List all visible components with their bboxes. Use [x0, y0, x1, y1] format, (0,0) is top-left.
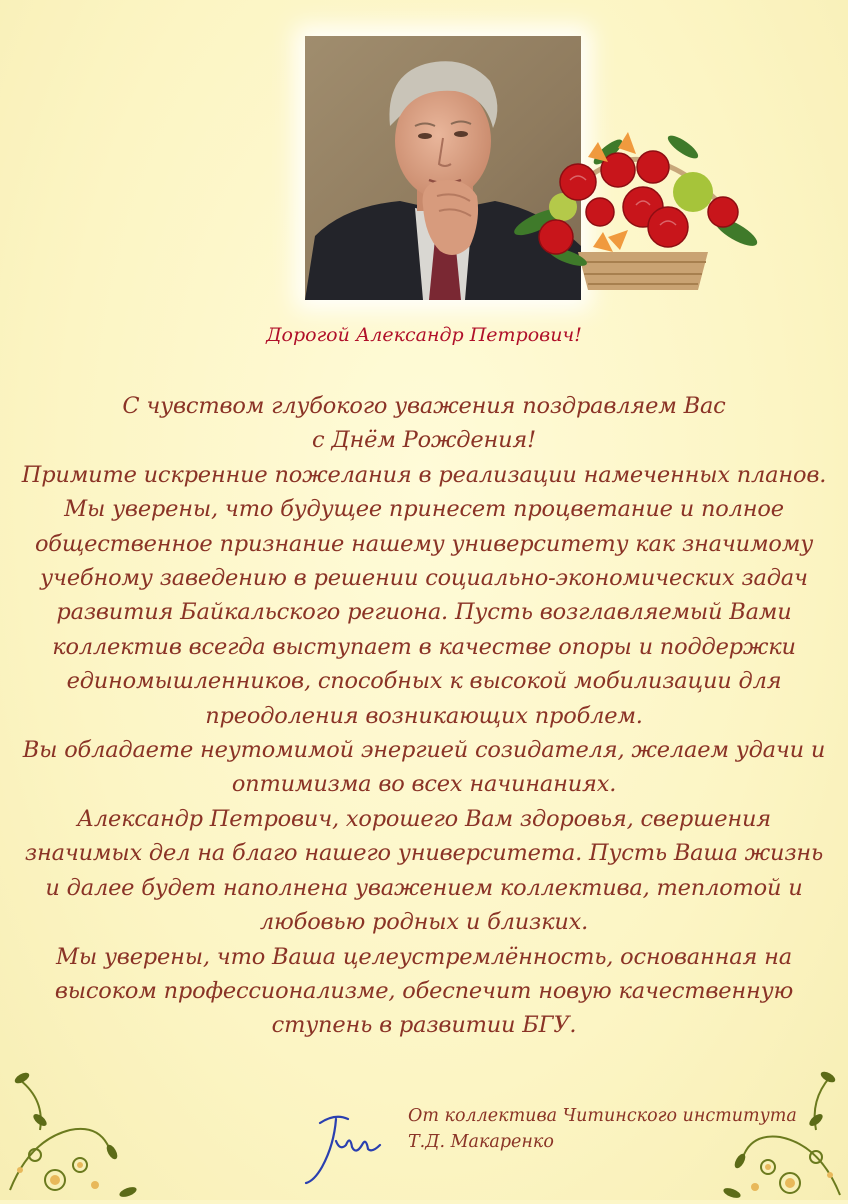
text-line: Примите искренние пожелания в реализации намеченных планов. [21, 461, 827, 488]
text-line: преодоления возникающих проблем. [205, 702, 643, 729]
text-line: коллектив всегда выступает в качестве опоры и поддержки [52, 633, 796, 660]
text-line: учебному заведению в решении социально-экономических задач [40, 565, 808, 592]
text-line: С чувством глубокого уважения поздравляем Вас [122, 393, 726, 419]
text-line: Мы уверены, что Ваша целеустремлённость, основанная на [56, 943, 792, 970]
text-line: ступень в развитии БГУ. [271, 1012, 577, 1039]
flower-basket-image [508, 112, 758, 294]
text-line: с Днём Рождения! [312, 427, 536, 454]
text-line: развития Байкальского региона. Пусть возглавляемый Вами [56, 599, 792, 626]
congratulation-text [18, 389, 830, 1043]
text-line: и далее будет наполнена уважением коллектива, теплотой и [45, 874, 803, 901]
text-line: значимых дел на благо нашего университета. Пусть Ваша жизнь [24, 840, 824, 867]
text-line: единомышленников, способных к высокой мобилизации для [66, 668, 782, 695]
signature-name: Т.Д. Макаренко [408, 1132, 554, 1152]
text-line: высоком профессионализме, обеспечит новую качественную [54, 977, 794, 1004]
text-line: оптимизма во всех начинаниях. [231, 771, 617, 798]
signature-mark-icon [300, 1105, 386, 1187]
floral-ornament-right-icon [720, 1065, 848, 1200]
text-line: Мы уверены, что будущее принесет процветание и полное [64, 496, 784, 523]
text-line: любовью родных и близких. [259, 909, 589, 936]
signature-from: От коллектива Читинского института [408, 1106, 797, 1126]
text-line: общественное признание нашему университету как значимому [34, 530, 814, 557]
floral-ornament-left-icon [0, 1060, 150, 1200]
text-line: Александр Петрович, хорошего Вам здоровья, свершения [77, 805, 771, 832]
greeting-heading: Дорогой Александр Петрович! [266, 324, 582, 346]
text-line: Вы обладаете неутомимой энергией созидателя, желаем удачи и [22, 737, 826, 764]
